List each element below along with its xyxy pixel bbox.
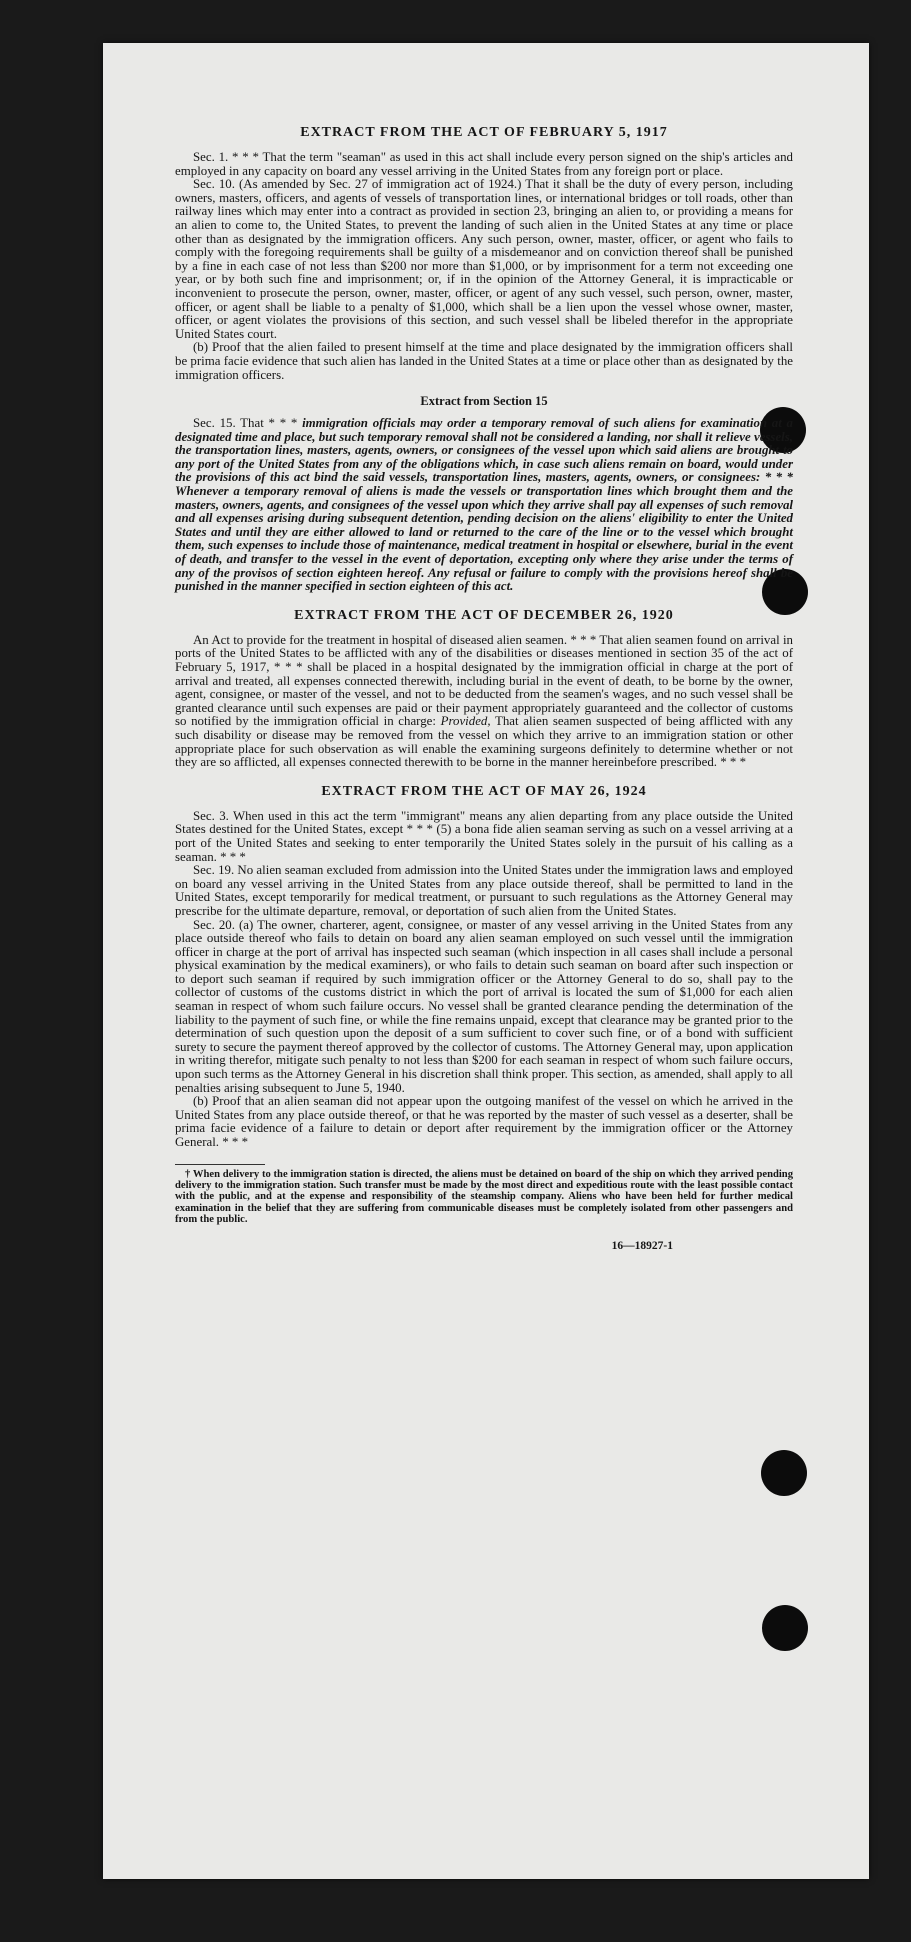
act-1920-lead: An Act to provide for the treatment in hospital of diseased alien seamen. * * * That alien seamen found on arrival in ports of the United States to be afflicted with any of the disabilities or diseases mentioned in section 35 of the act of February 5, 1917, * * * shall be placed in a hospital designated by the immigration official in charge at the port of arrival and treated, all expenses connected therewith, including burial in the event of death, to be borne by the owner, agent, consignee, or master of the vessel, and not to be deducted from the seamen's wages, and no such vessel shall be granted clearance until such expenses are paid or their payment appropriately guaranteed and the collector of customs so notified by the immigration official in charge: [175, 632, 793, 729]
section-1-paragraph: Sec. 1. * * * That the term "seaman" as used in this act shall include every person signed on the ship's articles and employed in any capacity on board any vessel arriving in the United States from any foreign port or place. [175, 150, 793, 178]
heading-act-dec-1920: EXTRACT FROM THE ACT OF DECEMBER 26, 1920 [294, 607, 674, 623]
document-page [103, 43, 869, 1879]
heading-section-15: Extract from Section 15 [420, 394, 548, 409]
section-3-paragraph: Sec. 3. When used in this act the term "immigrant" means any alien departing from any place outside the United States destined for the United States, except * * * (5) a bona fide alien seaman serving as such on a vessel arriving at a port of the United States and seeking to enter temporarily the United States solely in the pursuit of his calling as a seaman. * * * [175, 808, 793, 864]
heading-act-feb-1917: EXTRACT FROM THE ACT OF FEBRUARY 5, 1917 [300, 125, 668, 140]
footnote-divider [175, 1164, 265, 1165]
act-1920-rest: That alien seamen suspected of being afflicted with any such disability or disease may be removed from the vessel on which they arrive to an immigration station or other appropriate place for such observation as will enable the examining surgeons definitely to determine whether or not they are so afflicted, all expenses connected therewith to be borne in the manner hereinbefore prescribed. * * * [175, 714, 793, 770]
section-10-paragraph: Sec. 10. (As amended by Sec. 27 of immigration act of 1924.) That it shall be the duty of every person, including owners, masters, officers, and agents of vessels of transportation lines, or international bridges or toll roads, other than railway lines which may enter into a contract as provided in section 23, bringing an alien to, or providing a means for an alien to come to, the United States, to prevent the landing of such alien in the United States at any time or place other than as designated by the immigration officers. Any such person, owner, master, officer, or agent who fails to comply with the foregoing requirements shall be guilty of a misdemeanor and on conviction thereof shall be punished by a fine in each case of not less than $200 nor more than $1,000, or by imprisonment for a term not exceeding one year, or by both such fine and imprisonment; or, if in the opinion of the Attorney General, it is impracticable or inconvenient to prosecute the person, owner, master, officer, or agent of any such vessel, such person, owner, master, officer, or agent shall be liable to a penalty of $1,000, which shall be a lien upon the vessel whose owner, master, officer, or agent violates the provisions of this section, and such vessel shall be libeled therefor in the appropriate United States court. [175, 177, 793, 341]
heading-act-may-1924: EXTRACT FROM THE ACT OF MAY 26, 1924 [321, 783, 647, 799]
section-15-lead: Sec. 15. That * * * [193, 416, 303, 431]
provided-term: Provided, [440, 714, 491, 729]
form-code: 16—18927-1 [611, 1239, 673, 1252]
section-15-italic-text: immigration officials may order a temporary removal of such aliens for examination at a designated time and place, but such temporary removal shall not be considered a landing, nor shall it relieve vessels, the transportation lines, masters, agents, owners, or consignees of the vessel upon which said aliens are brought to any port of the United States from any of the obligations which, in case such aliens remain on board, would under the provisions of this act bind the said vessels, transportation lines, masters, agents, owners, or consignees: * * * Whenever a temporary removal of aliens is made the vessels or transportation lines which brought them and the masters, owners, agents, and consignees of the vessel upon which they arrive shall pay all expenses of such removal and all expenses arising during subsequent detention, pending decision on the aliens' eligibility to enter the United States and until they are either allowed to land or returned to the care of the line or to the vessel which brought them, such expenses to include those of maintenance, medical treatment in hospital or elsewhere, burial in the event of death, and transfer to the vessel in the event of deportation, excepting only where they arise under the terms of any of the provisos of section eighteen hereof. Any refusal or failure to comply with the provisions hereof shall be punished in the manner specified in section eighteen of this act. [175, 416, 793, 594]
section-19-paragraph: Sec. 19. No alien seaman excluded from admission into the United States under the immigration laws and employed on board any vessel arriving in the United States from any place outside thereof, shall be permitted to land in the United States, except temporarily for medical treatment, or pursuant to such regulations as the Attorney General may prescribe for the ultimate departure, removal, or deportation of such alien from the United States. [175, 863, 793, 918]
section-20a-paragraph: Sec. 20. (a) The owner, charterer, agent, consignee, or master of any vessel arriving in the United States from any place outside thereof who fails to detain on board any alien seaman employed on such vessel until the immigration officer in charge at the port of arrival has inspected such seaman (which inspection in all cases shall include a personal physical examination by the medical examiners), or who fails to detain such seaman on board after such inspection or to deport such seaman if required by such immigration officer or the Attorney General to do so, shall pay to the collector of customs of the customs district in which the port of arrival is located the sum of $1,000 for each alien seaman in respect of whom such failure occurs. No vessel shall be granted clearance pending the determination of the liability to the payment of such fine, or while the fine remains unpaid, except that clearance may be granted prior to the determination of such question upon the deposit of a sum sufficient to cover such fine, or of a bond with sufficient surety to secure the payment thereof approved by the collector of customs. The Attorney General may, upon application in writing therefor, mitigate such penalty to not less than $200 for each seaman in respect of whom such failure occurs, upon such terms as the Attorney General in his discretion shall think proper. This section, as amended, shall apply to all penalties arising subsequent to June 5, 1940. [175, 917, 793, 1095]
proof-paragraph: (b) Proof that the alien failed to present himself at the time and place designated by the immigration officers shall be prima facie evidence that such alien has landed in the United States at a time or place other than as designated by the immigration officers. [175, 340, 793, 382]
section-15-paragraph [175, 417, 793, 594]
act-1920-paragraph [175, 634, 793, 770]
document-body [175, 125, 793, 1252]
punch-hole [761, 1450, 807, 1496]
footnote: † When delivery to the immigration station is directed, the aliens must be detained on board of the ship on which they arrived pending delivery to the immigration station. Such transfer must be made by the most direct and expeditious route with the least possible contact with the public, and at the expense and responsibility of the steamship company. Aliens who have been held for further medical examination in the belief that they are suffering from communicable diseases must be completely isolated from other passengers and from the public. [175, 1168, 793, 1226]
punch-hole [762, 1605, 808, 1651]
section-20b-paragraph: (b) Proof that an alien seaman did not appear upon the outgoing manifest of the vessel on which he arrived in the United States from any place outside thereof, or that he was reported by the master of such vessel as a deserter, shall be prima facie evidence of a failure to detain or deport after requirement by the immigration officer or the Attorney General. * * * [175, 1094, 793, 1149]
